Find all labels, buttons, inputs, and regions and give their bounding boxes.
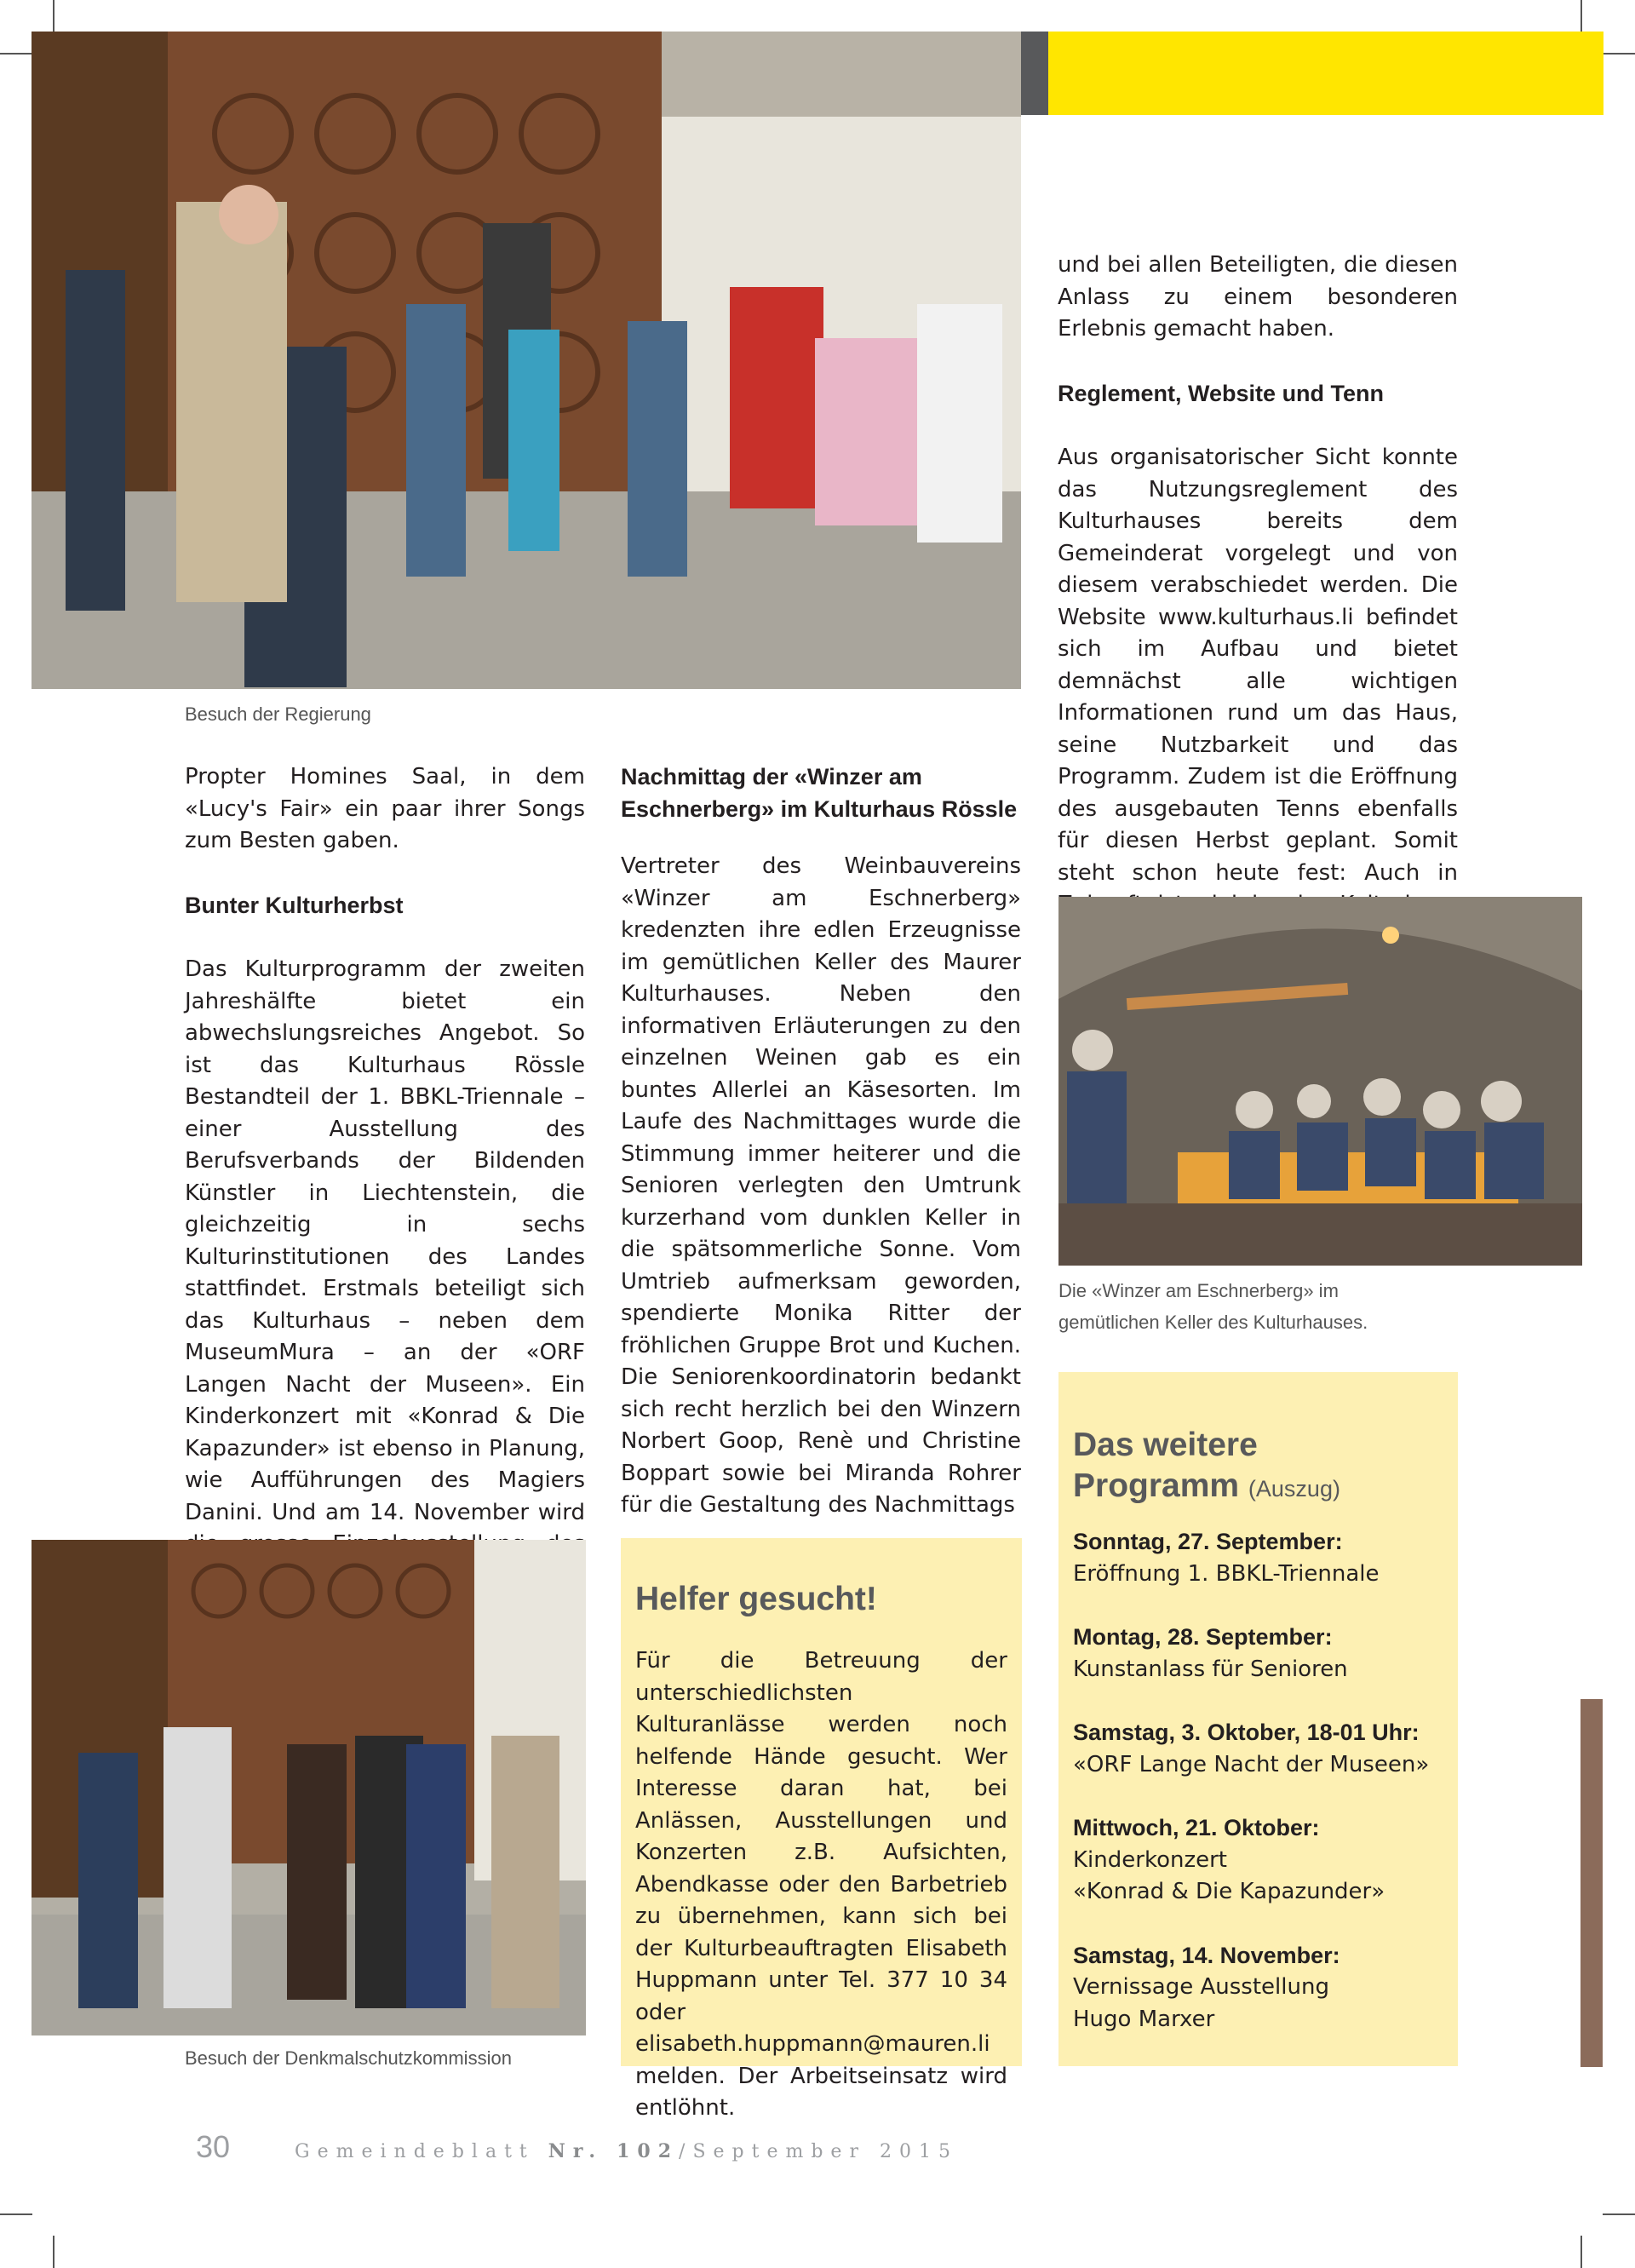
programm-subtitle: (Auszug) [1248,1476,1340,1501]
programm-title-line2: Programm [1073,1467,1240,1504]
paragraph: Aus organisatorischer Sicht konnte das Nutzungsreglement des Kulturhauses bereits dem Gemeinderat vorgelegt und von diesem verabschiedet werden. Die Website www.kulturhaus.li befindet sich im Aufbau und bietet demnächst alle wichtigen Informationen rund um das Haus, seine Nutzbarkeit und das Programm. Zudem ist die Eröffnung des ausgebauten Tenns ebenfalls für diesen Herbst geplant. Somit steht schon heute fest: Auch in [1058,445,1458,886]
program-entry [1073,1940,1443,2036]
issue-label: Nr. [548,2140,604,2162]
publication-name: Gemeindeblatt [295,2141,535,2162]
crop-mark [1603,53,1635,55]
program-entry [1073,1812,1443,1909]
program-desc: Hugo Marxer [1073,2006,1215,2032]
crop-mark [1580,0,1582,32]
program-entry [1073,1526,1443,1590]
section-header-accent [1048,32,1603,115]
issue-number: 102 [617,2140,680,2162]
program-desc: Eröffnung 1. BBKL-Triennale [1073,1560,1380,1587]
photo-besuch-regierung [32,32,1021,689]
adjacent-page-edge [1580,1699,1603,2067]
article-column-1 [185,761,585,1657]
article-column-3 [1058,250,1458,985]
caption-photo1: Besuch der Regierung [185,703,371,725]
caption-photo3: Besuch der Denkmalschutzkommission [185,2047,512,2069]
photo-winzer-keller [1058,897,1582,1266]
crop-mark [1580,2236,1582,2268]
program-date: Montag, 28. September: [1073,1624,1333,1650]
caption-photo2: Die «Winzer am Eschnerberg» im gemütlichen Keller des Kulturhauses. [1058,1280,1368,1333]
crop-mark [53,0,54,32]
crop-mark [53,2236,54,2268]
program-entry [1073,1622,1443,1685]
issue-date: /September 2015 [679,2141,958,2162]
paragraph: Propter Homines Saal, in dem «Lucy's Fair» ein paar ihrer Songs zum Besten gaben. [185,764,585,853]
programm-box [1058,1372,1458,2066]
subheading: Reglement, Website und Tenn [1058,380,1385,406]
subheading: Nachmittag der «Winzer am Eschnerberg» im Kulturhaus Rössle [621,764,1018,822]
program-desc: Vernissage Ausstellung [1073,1974,1329,2000]
program-date: Samstag, 3. Oktober, 18-01 Uhr: [1073,1720,1420,1745]
program-date: Samstag, 14. November: [1073,1942,1340,1968]
box-text: Für die Betreuung der unterschiedlichsten Kulturanlässe werden noch helfende Hände gesucht. Wer Interesse daran hat, bei Anlässen, Ausstellungen und Konzerten z.B. Aufsichten, Abendkasse oder den Barbetrieb zu übernehmen, kann sich bei der Kulturbeauftragten Elisabeth Huppmann unter Tel. 377 10 34 oder elisabeth.huppmann@mauren.li melden. Der Arbeitseinsatz wird entlöhnt. [635,1648,1007,2121]
program-desc: Kunstanlass für Senioren [1073,1656,1348,1682]
photo-denkmalschutzkommission [32,1540,586,2035]
page-footer [196,2129,958,2165]
paragraph: Vertreter des Weinbauvereins «Winzer am Eschnerberg» kredenzten ihre edlen Erzeugnisse im gemütlichen Keller des Maurer Kulturhauses. Neben den informativen Erläuterungen zu den einzelnen Weinen gab es ein buntes Allerlei an Käsesorten. Im Laufe des Nachmittages wurde die Stimmung immer heiterer und die Senioren verlegten den Umtrunk kurzerhand vom dunklen Keller in die spätsommerliche Sonne. Vom Umtrieb aufmerksam geworden, spendierte Monika Ritter der fröhlichen Gruppe Brot und Kuchen. Die Seniorenkoordinatorin bedankt sich recht herzlich bei den Winzern Norbert Goop, Renè und Christine Boppart sowie bei Miranda Rohrer für die Gestaltung des Nachmittags [621,853,1021,1518]
paragraph: und bei allen Beteiligten, die diesen Anlass zu einem besonderen Erlebnis gemacht haben. [1058,252,1458,342]
program-desc: «Konrad & Die Kapazunder» [1073,1879,1385,1904]
crop-mark [0,2213,32,2215]
article-column-2 [621,761,1021,1554]
helfer-gesucht-box [621,1538,1022,2121]
program-entry [1073,1717,1443,1781]
program-desc: Kinderkonzert [1073,1846,1227,1873]
programm-title [1073,1425,1443,1509]
subheading: Bunter Kulturherbst [185,892,404,918]
program-desc: «ORF Lange Nacht der Museen» [1073,1751,1430,1777]
program-date: Mittwoch, 21. Oktober: [1073,1815,1320,1840]
page-number: 30 [196,2129,231,2164]
box-title: Helfer gesucht! [635,1581,877,1617]
crop-mark [1603,2213,1635,2215]
program-date: Sonntag, 27. September: [1073,1529,1343,1554]
paragraph: Das Kulturprogramm der zweiten Jahreshälfte bietet ein abwechslungsreiches Angebot. So ist das Kulturhaus Rössle Bestandteil der 1. BBKL-Triennale – einer Ausstellung des Berufsverbands der Bildenden Künstler in Liechtenstein, die gleichzeitig in sechs Kulturinstitutionen des Landes stattfindet. Erstmals beteiligt sich das Kulturhaus – neben dem MuseumMura – an der «ORF Langen Nacht der Museen». Ein Kinderkonzert mit «Konrad & Die Kapazunder» ist ebenso in Planung, wie Aufführungen des Magiers Danini. Und am 14. November wird [185,956,585,1525]
crop-mark [0,53,32,55]
programm-title-line1: Das weitere [1073,1427,1258,1463]
